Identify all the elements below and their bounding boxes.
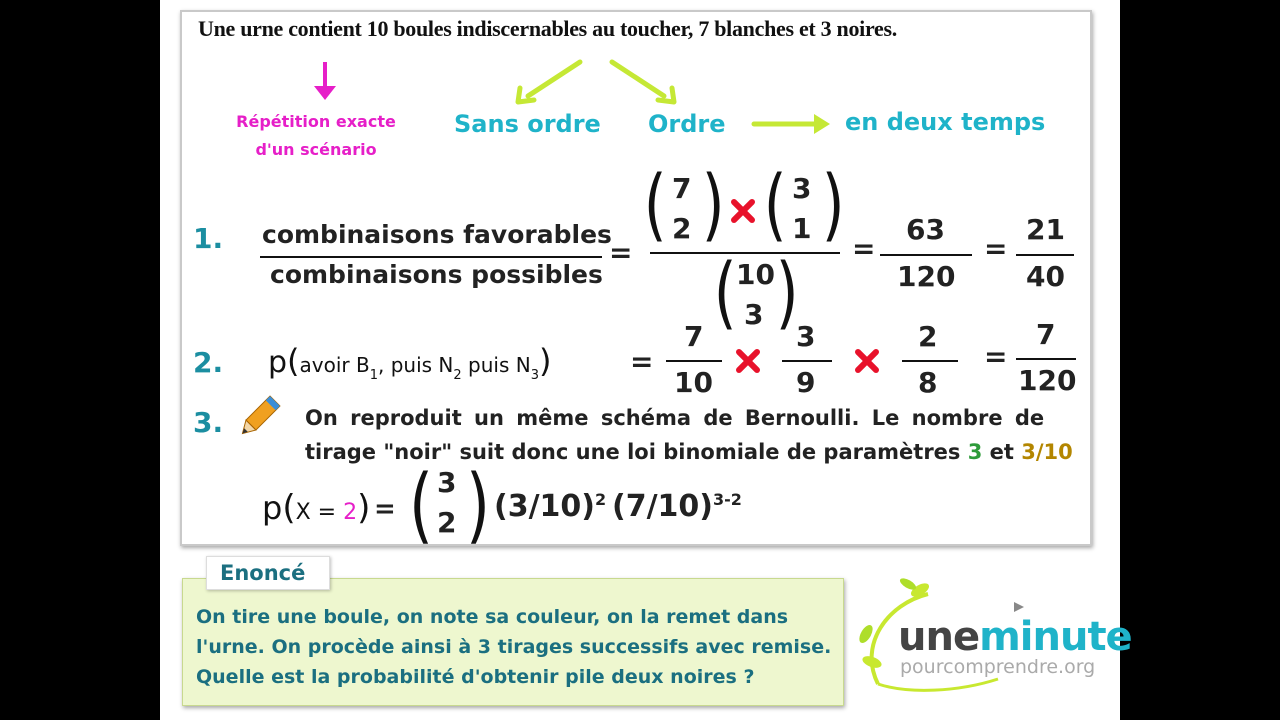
frac1-bar xyxy=(880,254,972,256)
logo-wordmark xyxy=(898,614,1132,660)
binom2-bottom: 1 xyxy=(792,212,812,245)
left-diagonal-arrow-icon xyxy=(518,62,580,102)
formula-k: 2 xyxy=(343,500,358,525)
step2-equals-1: = xyxy=(630,345,654,378)
binom3-left-paren: ( xyxy=(713,248,737,338)
event-n-text: , puis N xyxy=(378,353,454,377)
frac2-bar xyxy=(1016,254,1074,256)
formula-open-paren: ( xyxy=(282,488,296,528)
step2-f3-num: 2 xyxy=(918,320,938,353)
term1-exponent: 2 xyxy=(595,490,607,509)
step2-f3-den: 8 xyxy=(918,366,938,399)
binom1-bottom: 2 xyxy=(672,212,692,245)
step3-equals: = xyxy=(374,494,396,524)
binom4-top: 3 xyxy=(437,466,457,499)
sans-ordre-label: Sans ordre xyxy=(454,110,601,138)
open-paren: ( xyxy=(287,342,300,380)
sub-2: 2 xyxy=(453,368,462,383)
enonce-text xyxy=(196,602,841,692)
frac2-numerator: 21 xyxy=(1026,213,1065,246)
step1-binom-fraction-bar xyxy=(650,252,840,254)
binom2-top: 3 xyxy=(792,172,812,205)
binom2-right-paren: ) xyxy=(821,160,845,250)
step3-line2-text: tirage "noir" suit donc une loi binomiale de paramètres xyxy=(305,440,968,464)
logo-subtitle: pourcomprendre.org xyxy=(900,656,1096,678)
binom3-bottom: 3 xyxy=(744,298,764,331)
event-b-text: avoir B xyxy=(299,353,370,377)
frac1-denominator: 120 xyxy=(897,260,956,293)
term1 xyxy=(494,489,606,524)
binom1-top: 7 xyxy=(672,172,692,205)
cross-icon xyxy=(854,348,880,374)
deux-temps-label: en deux temps xyxy=(845,108,1046,136)
repetition-line1: Répétition exacte xyxy=(236,112,396,131)
step3-number: 3. xyxy=(193,406,224,439)
param-p: 3/10 xyxy=(1021,440,1073,464)
term2-base: (7/10) xyxy=(612,489,714,524)
step2-expression xyxy=(268,342,551,383)
binom4-bottom: 2 xyxy=(437,506,457,539)
pencil-icon xyxy=(232,392,284,444)
formula-inner-eq: = xyxy=(317,500,337,525)
step3-formula-lhs xyxy=(262,488,370,528)
right-diagonal-arrow-icon xyxy=(612,62,674,102)
binom3-right-paren: ) xyxy=(775,248,799,338)
p-symbol: p xyxy=(268,345,288,380)
step2-f3-bar xyxy=(902,360,958,362)
step3-line1: On reproduit un même schéma de Bernoulli. Le nombre de xyxy=(305,406,1045,430)
step2-f1-num: 7 xyxy=(684,320,704,353)
binom1-left-paren: ( xyxy=(643,160,667,250)
term2 xyxy=(612,489,742,524)
down-arrow-icon xyxy=(314,62,336,100)
close-paren: ) xyxy=(538,342,552,380)
step2-f2-bar xyxy=(782,360,832,362)
step1-equals-2: = xyxy=(852,232,876,265)
step2-f2-den: 9 xyxy=(796,366,816,399)
step1-numerator: combinaisons favorables xyxy=(262,220,612,249)
right-arrow-icon xyxy=(754,114,830,134)
frac1-numerator: 63 xyxy=(906,213,945,246)
binom3-top: 10 xyxy=(736,258,775,291)
step1-fraction-bar xyxy=(260,256,602,258)
step2-res-den: 120 xyxy=(1018,364,1077,397)
term1-base: (3/10) xyxy=(494,489,596,524)
binom4-left-paren: ( xyxy=(409,458,433,553)
step1-equals-1: = xyxy=(609,236,633,269)
enonce-line2: l'urne. On procède ainsi à 3 tirages successifs avec remise. xyxy=(196,636,832,658)
step2-f1-bar xyxy=(666,360,722,362)
binom2-left-paren: ( xyxy=(763,160,787,250)
logo-une: une xyxy=(898,614,980,660)
step2-res-num: 7 xyxy=(1036,318,1056,351)
enonce-line3: Quelle est la probabilité d'obtenir pile deux noires ? xyxy=(196,666,755,688)
problem-title: Une urne contient 10 boules indiscernables au toucher, 7 blanches et 3 noires. xyxy=(198,16,897,41)
binom4-right-paren: ) xyxy=(466,458,490,553)
step2-f2-num: 3 xyxy=(796,320,816,353)
step2-number: 2. xyxy=(193,346,224,379)
step1-denominator: combinaisons possibles xyxy=(270,260,603,289)
step2-equals-2: = xyxy=(984,340,1008,373)
term2-exponent: 3-2 xyxy=(713,490,742,509)
repetition-line2: d'un scénario xyxy=(255,140,377,159)
formula-close-paren: ) xyxy=(357,488,371,528)
step1-equals-3: = xyxy=(984,232,1008,265)
binom1-right-paren: ) xyxy=(701,160,725,250)
step2-f1-den: 10 xyxy=(674,366,713,399)
formula-x: X xyxy=(295,500,311,525)
step3-line2-et: et xyxy=(982,440,1022,464)
formula-p: p xyxy=(262,489,283,527)
sub-3: 3 xyxy=(530,368,539,383)
ordre-label: Ordre xyxy=(648,110,726,138)
step1-number: 1. xyxy=(193,222,224,255)
cross-icon xyxy=(735,348,761,374)
frac2-denominator: 40 xyxy=(1026,260,1065,293)
step2-res-bar xyxy=(1016,358,1076,360)
param-n: 3 xyxy=(967,440,983,464)
sub-1: 1 xyxy=(369,368,378,383)
event-n3-text: puis N xyxy=(461,353,531,377)
repetition-label xyxy=(226,108,406,164)
logo-minute: minute xyxy=(979,614,1132,660)
cross-icon xyxy=(730,198,756,224)
enonce-line1: On tire une boule, on note sa couleur, on la remet dans xyxy=(196,606,789,628)
enonce-title: Enoncé xyxy=(220,561,306,585)
